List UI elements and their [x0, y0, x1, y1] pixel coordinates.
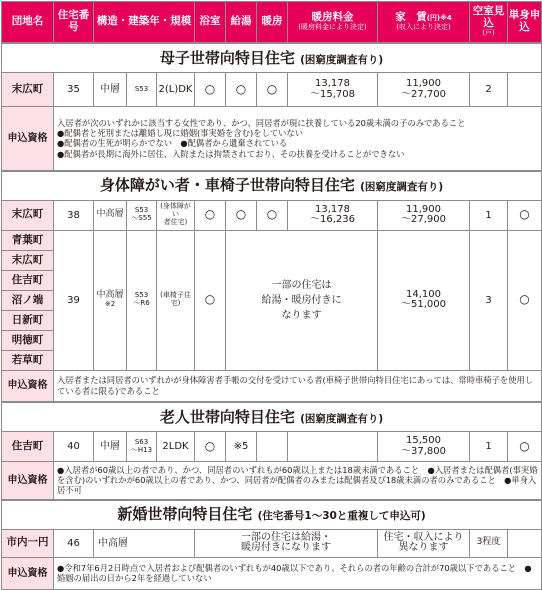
section-title: 母子世帯向特目住宅 [159, 48, 295, 67]
floor-text: 中高層 [96, 290, 124, 301]
area-cell: 住吉町 [2, 432, 54, 462]
fee-to: 〜16,236 [310, 214, 356, 225]
col-area: 団地名 [2, 2, 54, 44]
rent-from: 15,500 [406, 435, 442, 446]
year-b: 〜S55 [131, 214, 152, 222]
fee-from: 13,178 [315, 78, 351, 89]
rent-line: 住宅・収入により [383, 531, 464, 543]
vacancy-sub: (戸) [482, 29, 495, 38]
eligibility-line: ●令和7年6月2日時点で入居者および配偶者のいずれもが40歳以下であり、それらの者の年齢の合計が70歳以下であること ●婚姻の届出の日から2年を経過していない [57, 562, 532, 583]
layout-cell: 2(L)DK [157, 73, 195, 107]
eligibility-line: 入居者または同居者のいずれかが身体障害者手帳の交付を受けている者(車椅子世帯向特目住宅にあっては、常時車椅子を使用している者に限る)であること [57, 375, 534, 396]
vacancy-cell: 1 [470, 200, 508, 230]
eligibility-line: ●配偶者が長期に海外に居住、入院または拘禁されており、その扶養を受けることができない [57, 148, 405, 159]
rent-sub: (円)※4 [426, 13, 452, 22]
col-hot: 給湯 [226, 2, 257, 44]
facility-note-cell [195, 529, 378, 557]
area-item: 若草町 [11, 353, 44, 366]
year-a: S53 [134, 206, 149, 215]
bath-cell: ○ [195, 432, 226, 462]
rent-to: 〜37,800 [401, 445, 447, 457]
year-a: S53 [134, 291, 149, 300]
fee-sub: (暖房料金により決定) [298, 23, 367, 32]
single-cell [508, 73, 542, 107]
rent-to: 〜27,700 [401, 88, 447, 100]
unit-cell: 38 [54, 200, 94, 230]
year-cell [127, 230, 157, 370]
facility-note-line: なります [281, 309, 322, 321]
heat-cell [257, 432, 288, 462]
layout-b: 者住宅) [163, 217, 188, 226]
rent-sub2: (収入により決定) [396, 23, 451, 32]
year-cell: S53 [127, 73, 157, 107]
eligibility-text [54, 557, 542, 589]
floor-cell: 中層 [94, 432, 127, 462]
area-item: 青葉町 [2, 231, 53, 251]
eligibility-line: ●入居者が60歳以上の者であり、かつ、同居者のいずれもが60歳以上または18歳未満であること ●入居者または配偶者(事実婚を含む)のいずれかが60歳以上の者であり、かつ、同居者が配偶者のみまたは配偶者及び18歳未満の者のみであること ●単身入居不可 [57, 464, 538, 496]
rent-cell [378, 529, 470, 557]
fee-cell [288, 432, 378, 462]
eligibility-text [54, 370, 542, 402]
section-mother-child [2, 43, 542, 73]
facility-note-line: 暖房付きになります [241, 542, 332, 553]
unit-cell: 46 [54, 529, 94, 557]
section-note: (困窮度調査有り) [300, 412, 384, 425]
bath-cell: ○ [195, 230, 226, 370]
eligibility-line: ●配偶者の生死が明らかでない ●配偶者から遺棄されている [57, 138, 288, 149]
layout-cell [157, 200, 195, 230]
rent-to: 〜51,000 [401, 299, 447, 310]
area-item: 明徳町 [2, 331, 53, 351]
section-note: (困窮度調査有り) [300, 53, 384, 66]
table-row [2, 529, 542, 557]
floor-note: ※2 [104, 300, 116, 309]
col-unit: 住宅番号 [54, 2, 94, 44]
table-row [2, 230, 542, 370]
layout-cell: (車椅子住宅) [157, 230, 195, 370]
single-cell: ○ [508, 432, 542, 462]
vacancy-cell: 1 [470, 432, 508, 462]
eligibility-label: 申込資格 [2, 107, 54, 171]
eligibility-text [54, 107, 542, 171]
floor-cell: 中層 [94, 73, 127, 107]
heat-cell: ○ [257, 200, 288, 230]
section-note: (困窮度調査有り) [360, 181, 444, 194]
area-cell: 末広町 [2, 200, 54, 230]
fee-title: 暖房料金 [311, 10, 354, 23]
table-row [2, 432, 542, 462]
eligibility-row [2, 557, 542, 589]
bath-cell: ○ [195, 73, 226, 107]
rent-cell [378, 230, 470, 370]
vacancy-cell: 3程度 [470, 529, 508, 557]
section-title: 新婚世帯向特目住宅 [117, 505, 253, 524]
year-a: S63 [134, 437, 149, 446]
section-elderly [2, 402, 542, 432]
eligibility-row [2, 462, 542, 500]
heat-cell: ○ [257, 73, 288, 107]
single-cell: ○ [508, 200, 542, 230]
hot-cell: ○ [226, 73, 257, 107]
area-list-cell [2, 230, 54, 370]
facility-note-cell [226, 230, 378, 370]
vacancy-cell: 2 [470, 73, 508, 107]
fee-from: 13,178 [315, 203, 351, 215]
rent-from: 11,900 [406, 78, 442, 89]
hot-cell: ※5 [226, 432, 257, 462]
year-cell [127, 432, 157, 462]
rent-line: 異なります [398, 542, 449, 553]
col-single: 単身申込 [508, 2, 542, 44]
rent-cell [378, 200, 470, 230]
single-cell: ○ [508, 230, 542, 370]
eligibility-row [2, 107, 542, 171]
single-cell [508, 529, 542, 557]
year-b: 〜H13 [130, 445, 153, 454]
bath-cell: ○ [195, 200, 226, 230]
facility-note-line: 一部の住宅は [271, 279, 332, 291]
housing-table [1, 1, 542, 590]
fee-cell [288, 73, 378, 107]
rent-from: 14,100 [406, 288, 442, 300]
col-vacancy [470, 2, 508, 44]
rent-title: 家 賃 [395, 10, 427, 23]
facility-note-line: 給湯・暖房付きに [261, 294, 342, 306]
floor-cell: 中高層 [94, 529, 195, 557]
eligibility-label: 申込資格 [2, 462, 54, 500]
section-title: 身体障がい者・車椅子世帯向特目住宅 [99, 176, 355, 195]
vacancy-cell: 3 [470, 230, 508, 370]
year-cell [127, 200, 157, 230]
section-disabled [2, 171, 542, 201]
section-newlywed [2, 500, 542, 530]
eligibility-label: 申込資格 [2, 370, 54, 402]
fee-to: 〜15,708 [310, 88, 356, 100]
col-bath: 浴室 [195, 2, 226, 44]
section-note: (住宅番号1〜30と重複して申込可) [257, 510, 426, 523]
col-rent [378, 2, 470, 44]
floor-cell: 中高層 [94, 200, 127, 230]
area-item: 日新町 [2, 311, 53, 331]
unit-cell: 35 [54, 73, 94, 107]
col-fee [288, 2, 378, 44]
area-item: 住吉町 [2, 271, 53, 291]
eligibility-text [54, 462, 542, 500]
area-cell: 末広町 [2, 73, 54, 107]
area-item: 末広町 [2, 251, 53, 271]
rent-to: 〜27,900 [401, 214, 447, 225]
floor-cell [94, 230, 127, 370]
unit-cell: 39 [54, 230, 94, 370]
eligibility-label: 申込資格 [2, 557, 54, 589]
col-structure: 構造・建築年・規模 [94, 2, 195, 44]
eligibility-line: 入居者が次のいずれかに該当する女性であり、かつ、同居者が現に扶養している20歳未満の子のみであること [57, 117, 466, 128]
table-row [2, 73, 542, 107]
year-b: 〜R6 [133, 299, 150, 307]
eligibility-row [2, 370, 542, 402]
vacancy-title: 空室見込 [472, 5, 505, 29]
table-header [2, 2, 542, 44]
hot-cell: ○ [226, 200, 257, 230]
rent-cell [378, 432, 470, 462]
layout-a: (身体障がい [160, 202, 191, 219]
rent-from: 11,900 [406, 203, 442, 215]
section-title: 老人世帯向特目住宅 [159, 407, 295, 426]
facility-note-line: 一部の住宅は給湯・ [241, 531, 332, 543]
area-item: 沼ノ端 [2, 291, 53, 311]
layout-cell: 2LDK [157, 432, 195, 462]
table-row [2, 200, 542, 230]
eligibility-line: ●配偶者と死別または離婚し現に婚姻(事実婚を含む)をしていない [57, 127, 304, 138]
unit-cell: 40 [54, 432, 94, 462]
rent-cell [378, 73, 470, 107]
col-heat: 暖房 [257, 2, 288, 44]
area-cell: 市内一円 [2, 529, 54, 557]
fee-cell [288, 200, 378, 230]
